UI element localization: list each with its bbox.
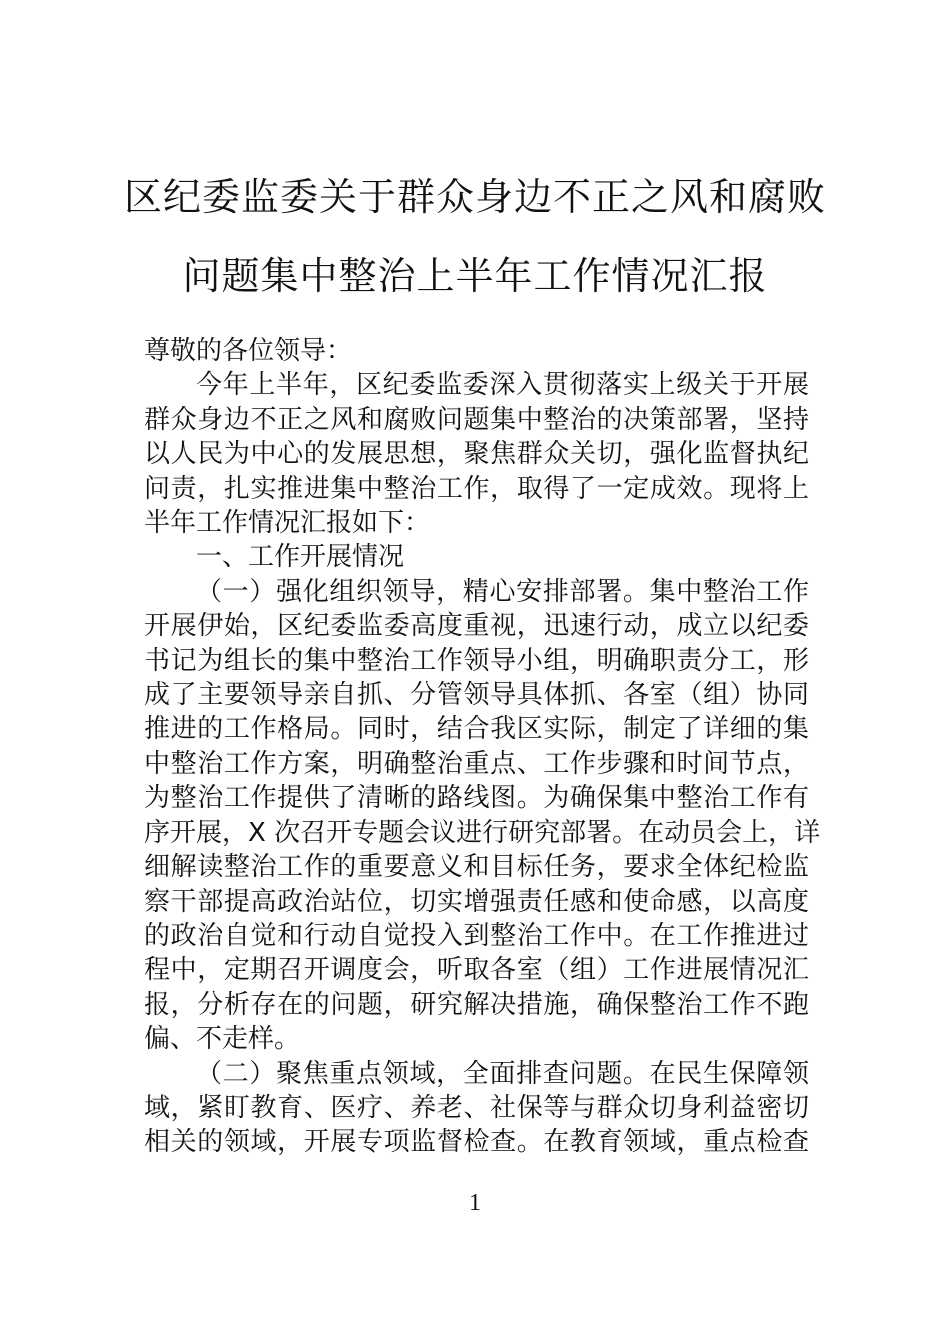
paragraph-line: 以人民为中心的发展思想，聚焦群众关切，强化监督执纪 <box>144 439 809 470</box>
paragraph-key-areas <box>144 1057 809 1160</box>
section-heading: 一、工作开展情况 <box>196 542 405 573</box>
paragraph-line: （二）聚焦重点领域，全面排查问题。在民生保障领 <box>196 1058 809 1089</box>
document-body <box>144 334 821 1160</box>
paragraph-line: 为整治工作提供了清晰的路线图。为确保集中整治工作有 <box>144 783 809 814</box>
paragraph-line: 序开展，X 次召开专题会议进行研究部署。在动员会上，详 <box>144 817 821 848</box>
paragraph-line: 细解读整治工作的重要意义和目标任务，要求全体纪检监 <box>144 852 809 883</box>
paragraph-line: 察干部提高政治站位，切实增强责任感和使命感，以高度 <box>144 886 809 917</box>
paragraph-line: 书记为组长的集中整治工作领导小组，明确职责分工，形 <box>144 645 809 676</box>
document-title <box>100 158 850 316</box>
title-line: 区纪委监委关于群众身边不正之风和腐败 <box>123 175 826 219</box>
paragraph-organization <box>144 575 821 1057</box>
paragraph-line: 偏、不走样。 <box>144 1024 301 1055</box>
paragraph-line: 程中，定期召开调度会，听取各室（组）工作进展情况汇 <box>144 955 809 986</box>
paragraph-line: 相关的领域，开展专项监督检查。在教育领域，重点检查 <box>144 1127 809 1158</box>
paragraph-line: 群众身边不正之风和腐败问题集中整治的决策部署，坚持 <box>144 404 809 435</box>
paragraph-line: 成了主要领导亲自抓、分管领导具体抓、各室（组）协同 <box>144 680 809 711</box>
paragraph-line: 的政治自觉和行动自觉投入到整治工作中。在工作推进过 <box>144 920 809 951</box>
salutation: 尊敬的各位领导： <box>144 336 353 366</box>
paragraph-line: 今年上半年，区纪委监委深入贯彻落实上级关于开展 <box>196 370 809 401</box>
paragraph-line: 问责，扎实推进集中整治工作，取得了一定成效。现将上 <box>144 473 809 504</box>
paragraph-intro <box>144 368 809 540</box>
paragraph-line: 半年工作情况汇报如下： <box>144 508 431 539</box>
paragraph-line: （一）强化组织领导，精心安排部署。集中整治工作 <box>196 576 809 607</box>
page-number: 1 <box>469 1190 481 1216</box>
title-line: 问题集中整治上半年工作情况汇报 <box>182 254 768 298</box>
paragraph-line: 中整治工作方案，明确整治重点、工作步骤和时间节点， <box>144 748 809 779</box>
paragraph-line: 报，分析存在的问题，研究解决措施，确保整治工作不跑 <box>144 989 809 1020</box>
paragraph-line: 推进的工作格局。同时，结合我区实际，制定了详细的集 <box>144 714 809 745</box>
paragraph-line: 开展伊始，区纪委监委高度重视，迅速行动，成立以纪委 <box>144 611 809 642</box>
paragraph-line: 域，紧盯教育、医疗、养老、社保等与群众切身利益密切 <box>144 1092 809 1123</box>
